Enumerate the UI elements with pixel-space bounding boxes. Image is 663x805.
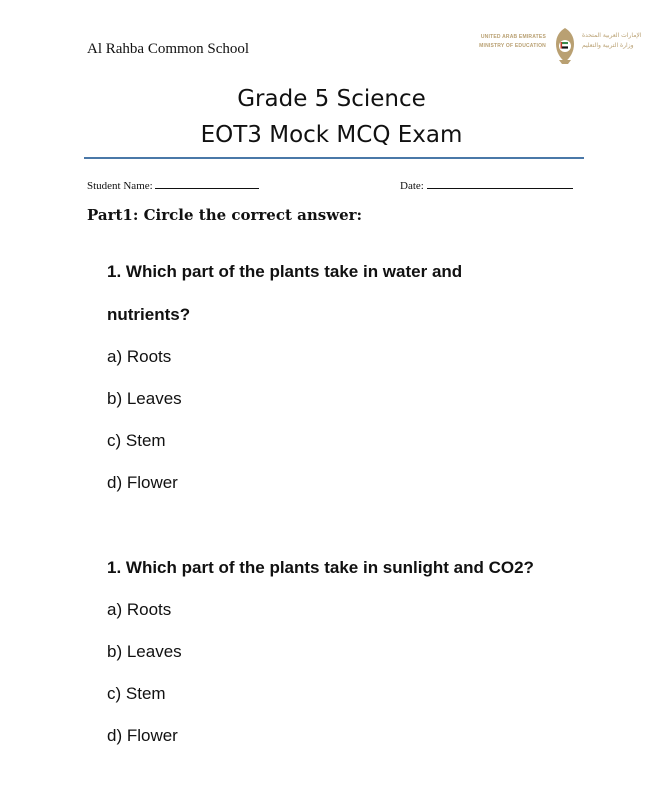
question-1-text-line1: 1. Which part of the plants take in water and [107, 262, 463, 281]
date-blank[interactable] [427, 178, 573, 189]
question-2-text: 1. Which part of the plants take in sunlight and CO2? [107, 558, 534, 577]
question-1-option-b[interactable]: b) Leaves [107, 389, 182, 408]
question-1-text-line2: nutrients? [107, 305, 191, 324]
exam-title-line2: EOT3 Mock MCQ Exam [200, 122, 463, 148]
uae-emblem-icon [550, 26, 580, 66]
exam-title-line1: Grade 5 Science [237, 86, 426, 112]
title-divider [84, 157, 584, 159]
question-2-option-d[interactable]: d) Flower [107, 726, 178, 745]
date-label: Date: [400, 180, 424, 192]
question-1-option-c[interactable]: c) Stem [107, 431, 166, 450]
ministry-english-line1: UNITED ARAB EMIRATES [480, 34, 546, 40]
part-heading: Part1: Circle the correct answer: [87, 206, 363, 224]
question-2-option-a[interactable]: a) Roots [107, 600, 172, 619]
ministry-arabic-line1: الإمارات العربية المتحدة [582, 32, 642, 39]
ministry-english-line2: MINISTRY OF EDUCATION [479, 43, 546, 49]
student-name-label: Student Name: [87, 180, 153, 192]
school-name: Al Rahba Common School [87, 41, 250, 57]
question-2-option-c[interactable]: c) Stem [107, 684, 166, 703]
ministry-arabic-line2: وزارة التربية والتعليم [582, 42, 634, 49]
ministry-logo [470, 26, 650, 66]
question-2-option-b[interactable]: b) Leaves [107, 642, 182, 661]
student-name-field [87, 178, 259, 192]
student-name-blank[interactable] [155, 178, 259, 189]
question-1-option-d[interactable]: d) Flower [107, 473, 178, 492]
question-1-option-a[interactable]: a) Roots [107, 347, 172, 366]
date-field [400, 178, 573, 192]
